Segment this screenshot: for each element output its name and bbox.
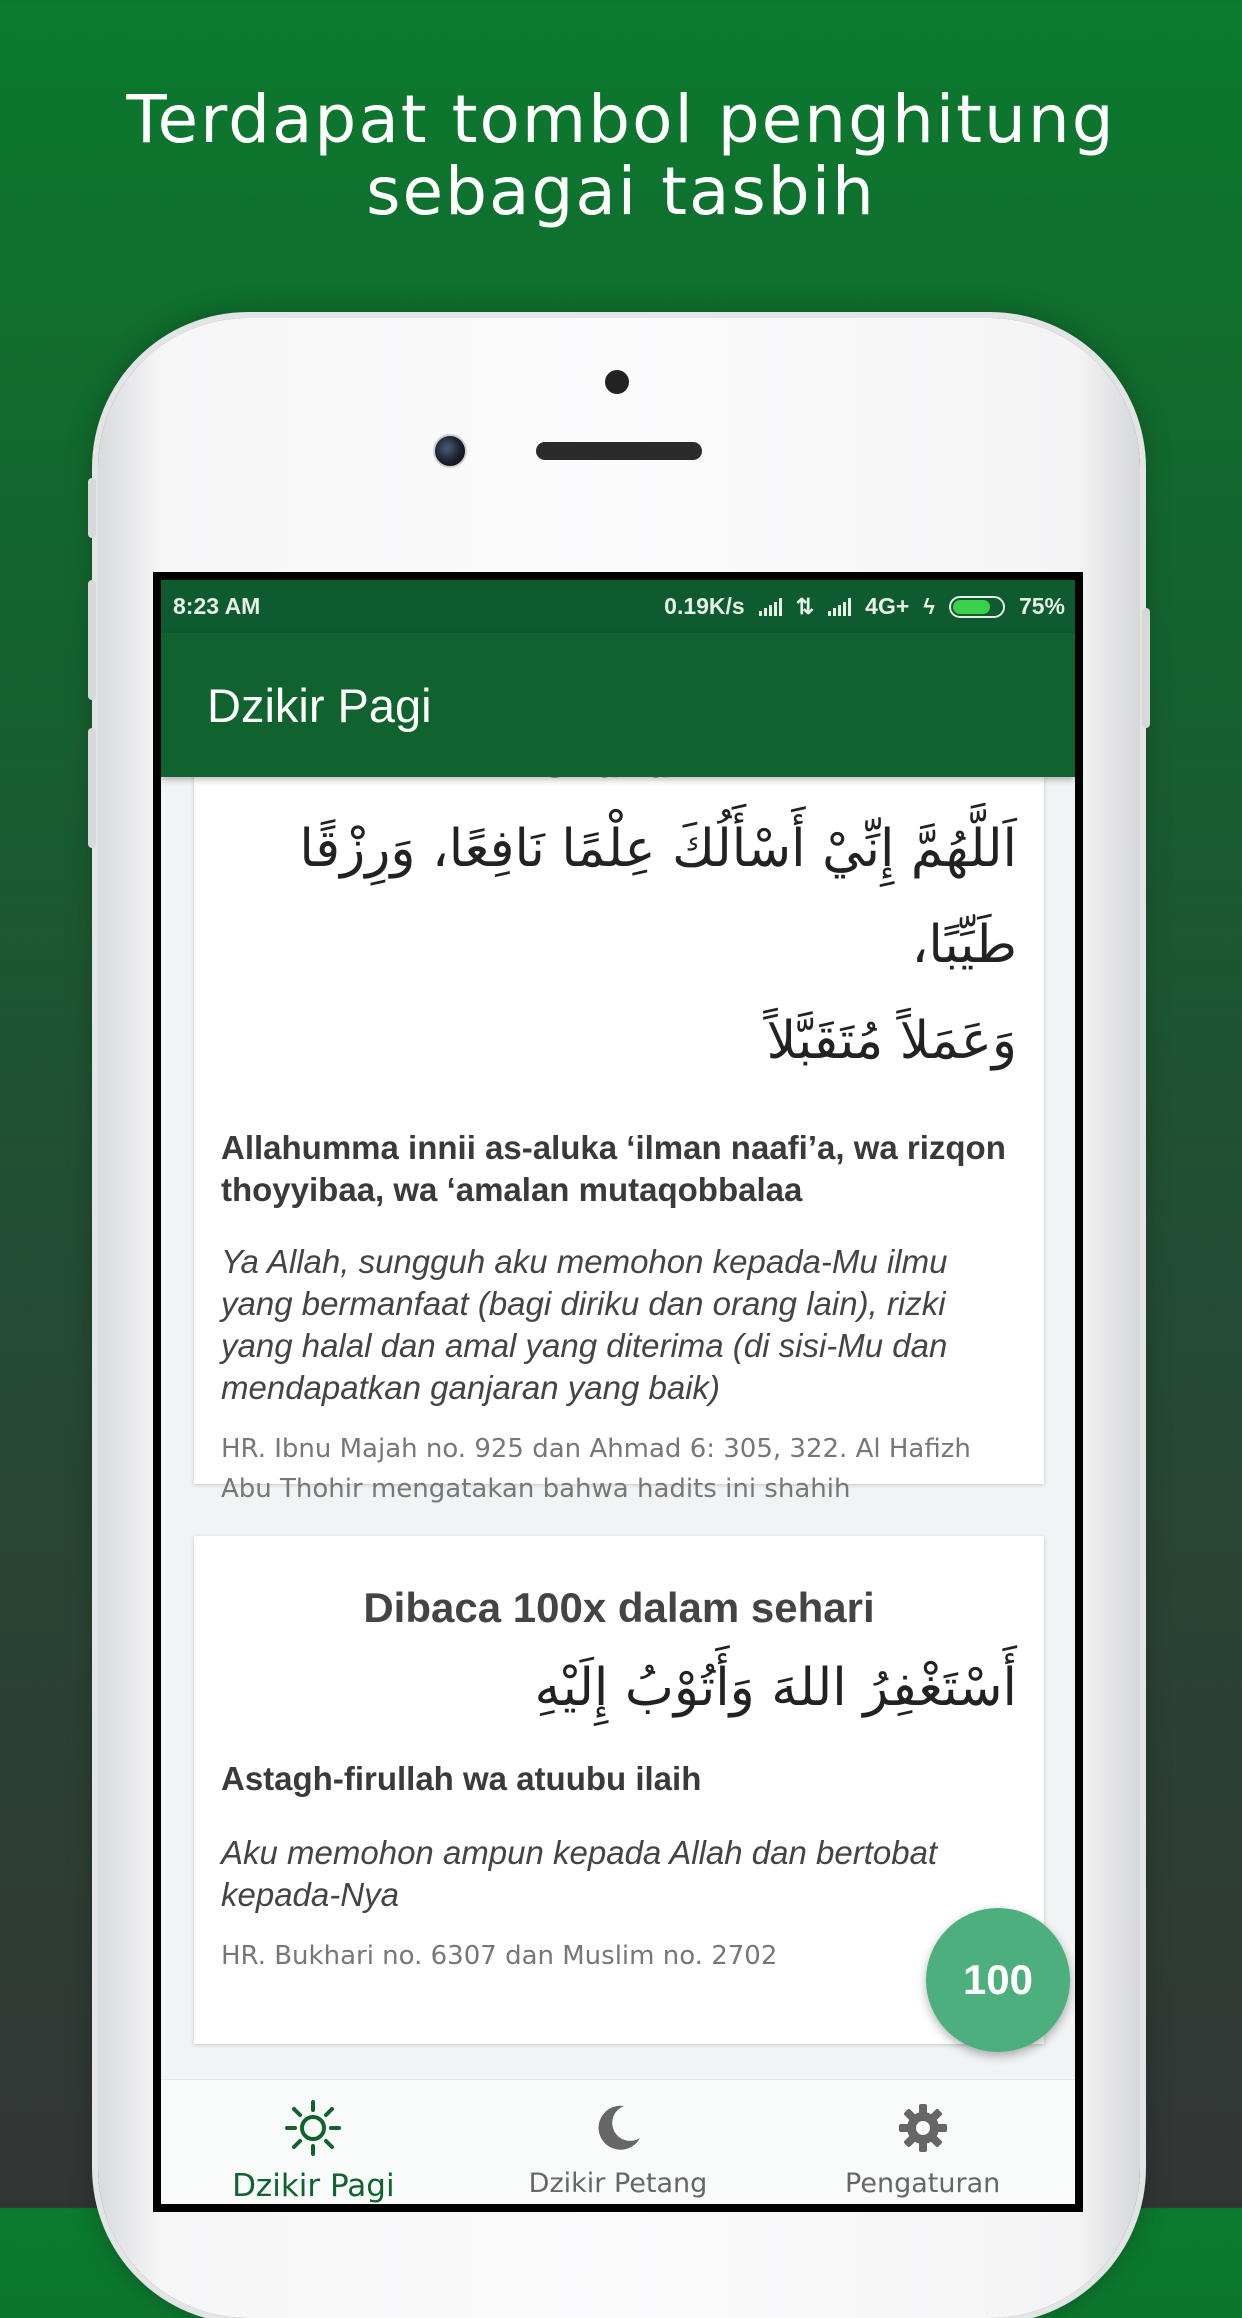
nav-item-dzikir-petang[interactable] <box>468 2080 768 2199</box>
data-transfer-icon: ⇅ <box>795 593 815 619</box>
dzikir-card <box>194 737 1044 1504</box>
front-camera <box>433 434 467 468</box>
app-bar <box>161 633 1075 777</box>
card-source: HR. Ibnu Majah no. 925 dan Ahmad 6: 305, 322. Al Hafizh Abu Thohir mengatakan bahwa hadits ini shahih <box>221 1434 971 1504</box>
card-latin-text: Astagh-firullah wa atuubu ilaih <box>221 1760 702 1797</box>
card-arabic-text <box>221 801 1017 1089</box>
promo-title-line2: sebagai tasbih <box>366 153 876 230</box>
nav-item-dzikir-pagi[interactable] <box>163 2080 463 2204</box>
nav-label: Pengaturan <box>845 2168 1001 2199</box>
counter-value: 100 <box>962 1956 1034 2003</box>
status-indicators <box>664 593 1065 620</box>
status-battery-level: 75% <box>1018 593 1065 619</box>
card-latin-text: Allahumma innii as-aluka ‘ilman naafi’a, wa rizqon thoyyibaa, wa ‘amalan mutaqobbalaa <box>221 1129 1006 1208</box>
card-arabic-line: اَللَّهُمَّ إِنِّيْ أَسْأَلُكَ عِلْمًا نَافِعًا، وَرِزْقًا طَيِّبًا، <box>299 819 1017 975</box>
earpiece-speaker <box>536 442 702 460</box>
phone-power-button <box>1142 608 1150 728</box>
nav-label: Dzikir Petang <box>528 2168 708 2199</box>
phone-mute-switch <box>88 478 96 538</box>
app-screen <box>161 580 1075 2204</box>
signal-icon <box>828 598 851 616</box>
phone-screen <box>153 572 1083 2212</box>
promo-title <box>0 81 1242 230</box>
phone-volume-up <box>88 580 96 700</box>
gear-icon <box>893 2098 953 2158</box>
nav-label: Dzikir Pagi <box>232 2168 395 2204</box>
phone-volume-down <box>88 728 96 848</box>
promo-title-line1: Terdapat tombol penghitung <box>126 81 1116 158</box>
nav-item-pengaturan[interactable] <box>773 2080 1073 2199</box>
card-arabic-line: أَسْتَغْفِرُ اللهَ وَأَتُوْبُ إِلَيْهِ <box>534 1658 1017 1718</box>
bottom-navigation <box>161 2079 1075 2204</box>
signal-icon <box>759 598 782 616</box>
charging-icon: ϟ <box>923 593 935 619</box>
card-heading: Dibaca 100x dalam sehari <box>363 1584 875 1631</box>
card-source: HR. Bukhari no. 6307 dan Muslim no. 2702 <box>221 1941 778 1971</box>
dzikir-list[interactable] <box>161 777 1075 2079</box>
proximity-sensor <box>605 370 629 394</box>
tasbih-counter-button[interactable] <box>926 1908 1070 2052</box>
card-translation: Ya Allah, sungguh aku memohon kepada-Mu ilmu yang bermanfaat (bagi diriku dan orang lain), rizki yang halal dan amal yang diterima (di sisi-Mu dan mendapatkan ganjaran yang baik) <box>221 1243 948 1406</box>
card-arabic-text <box>221 1640 1017 1736</box>
status-network-type: 4G+ <box>865 593 910 619</box>
moon-icon <box>588 2098 648 2158</box>
dzikir-card <box>194 1536 1044 2044</box>
status-time: 8:23 AM <box>173 593 261 619</box>
status-bar <box>161 580 1075 633</box>
sun-icon <box>283 2098 343 2158</box>
status-network-speed: 0.19K/s <box>664 593 745 619</box>
battery-icon <box>949 596 1005 618</box>
card-arabic-line: وَعَمَلاً مُتَقَبَّلاً <box>766 1011 1017 1071</box>
app-bar-title: Dzikir Pagi <box>207 678 432 732</box>
card-translation: Aku memohon ampun kepada Allah dan bertobat kepada-Nya <box>221 1834 938 1913</box>
